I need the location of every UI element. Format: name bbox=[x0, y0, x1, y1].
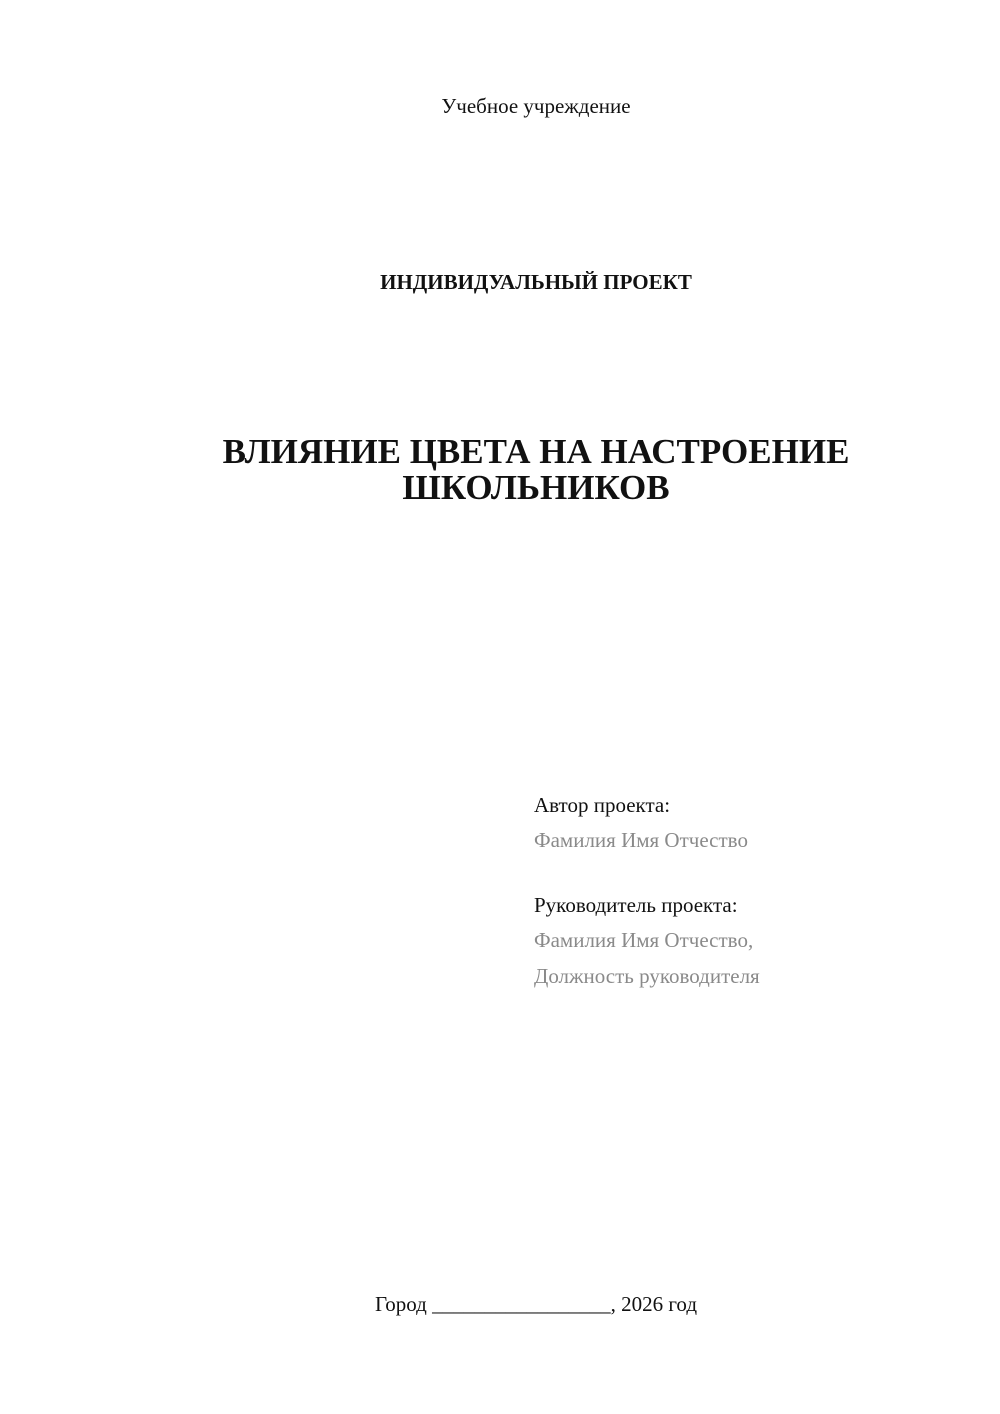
document-type: ИНДИВИДУАЛЬНЫЙ ПРОЕКТ bbox=[380, 270, 692, 294]
project-people-block bbox=[534, 788, 954, 994]
city-year-footer: Город _________________, 2026 год bbox=[374, 1292, 698, 1316]
supervisor-label: Руководитель проекта: bbox=[534, 893, 738, 917]
supervisor-name-placeholder: Фамилия Имя Отчество, bbox=[534, 928, 754, 952]
institution-name: Учебное учреждение bbox=[441, 94, 631, 118]
project-title-line-2: ШКОЛЬНИКОВ bbox=[402, 468, 670, 507]
project-title-line-1: ВЛИЯНИЕ ЦВЕТА НА НАСТРОЕНИЕ bbox=[222, 432, 850, 471]
author-label: Автор проекта: bbox=[534, 793, 671, 817]
spacer bbox=[534, 858, 954, 888]
author-name-placeholder: Фамилия Имя Отчество bbox=[534, 828, 748, 852]
supervisor-position-placeholder: Должность руководителя bbox=[534, 964, 760, 988]
project-title bbox=[100, 434, 972, 506]
